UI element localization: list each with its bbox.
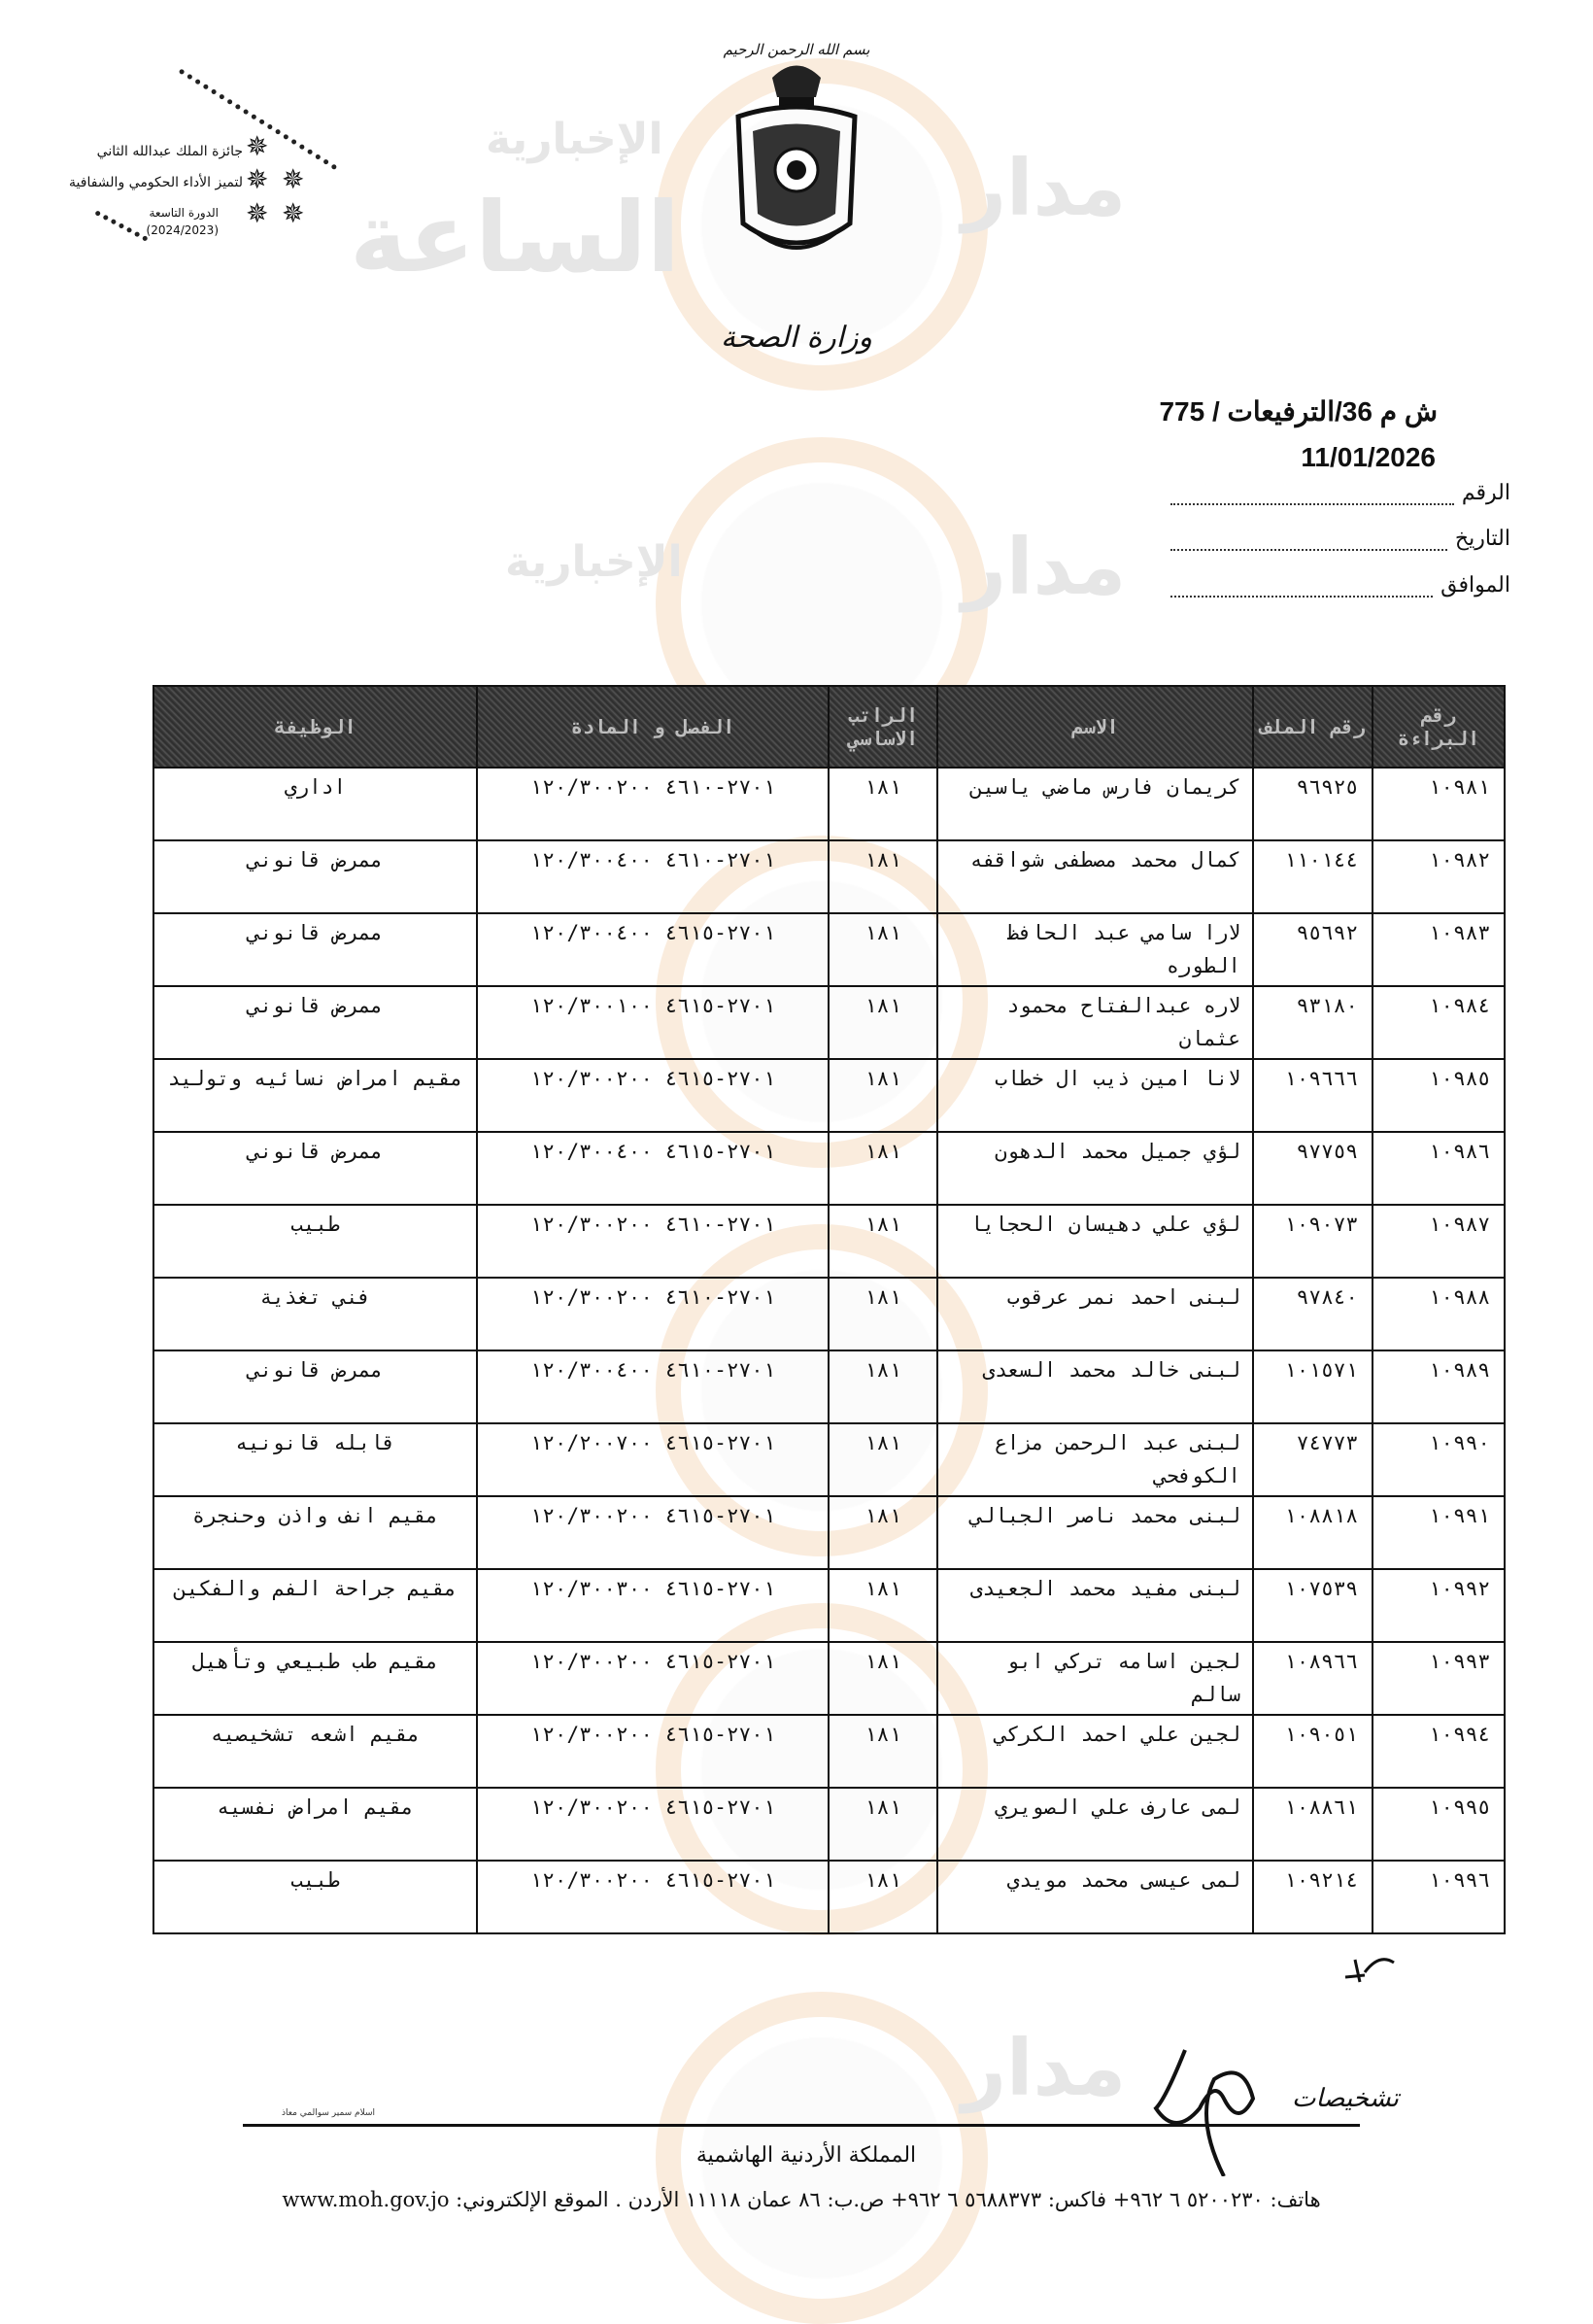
small-note: اسلام سمير سوالمي معاذ [282,2108,376,2118]
star-icon: ✵ [282,197,305,229]
job-cell: ممرض قانوني [153,1132,477,1205]
table-row [153,1788,1505,1861]
promotions-table [153,685,1506,1934]
table-row [153,913,1505,986]
file-number-cell: ١٠٨٨١٨ [1253,1496,1373,1569]
section-article-cell: ٢٧٠١-٤٦١٥ ١٢٠/٣٠٠٢٠٠ [477,1715,829,1788]
name-cell: لبنى احمد نمر عرقوب [937,1278,1253,1350]
job-cell: ممرض قانوني [153,1350,477,1423]
cert-number-cell: ١٠٩٨١ [1373,768,1505,840]
name-cell: لؤي جميل محمد الدهون [937,1132,1253,1205]
footer-divider [243,2124,1360,2127]
table-row [153,1132,1505,1205]
job-cell: طبيب [153,1861,477,1933]
file-number-cell: ١٠١٥٧١ [1253,1350,1373,1423]
salary-cell: ١٨١ [829,1205,937,1278]
header-job: الوظيفة [153,686,477,768]
file-number-cell: ٩٧٧٥٩ [1253,1132,1373,1205]
watermark-text: مدار [962,2023,1127,2113]
file-number-cell: ٩٦٩٢٥ [1253,768,1373,840]
reference-number: ش م 36/الترفيعات / 775 [1159,396,1438,427]
cert-number-cell: ١٠٩٨٢ [1373,840,1505,913]
name-cell: لمى عارف علي الصويري [937,1788,1253,1861]
salary-cell: ١٨١ [829,986,937,1059]
header-file-number: رقم الملف [1253,686,1373,768]
job-cell: ممرض قانوني [153,986,477,1059]
salary-cell: ١٨١ [829,1788,937,1861]
section-article-cell: ٢٧٠١-٤٦١٥ ١٢٠/٣٠٠٢٠٠ [477,1496,829,1569]
job-cell: فني تغذية [153,1278,477,1350]
header-section-article: الفصل و المادة [477,686,829,768]
file-number-cell: ١٠٩٠٧٣ [1253,1205,1373,1278]
watermark-text: مدار [962,522,1127,612]
corresponding-label: الموافق [1440,572,1510,597]
cert-number-cell: ١٠٩٩٣ [1373,1642,1505,1715]
file-number-cell: ٩٣١٨٠ [1253,986,1373,1059]
name-cell: لانا امين ذيب ال خطاب [937,1059,1253,1132]
job-cell: مقيم انف واذن وحنجرة [153,1496,477,1569]
table-header-row [153,686,1505,768]
file-number-cell: ١١٠١٤٤ [1253,840,1373,913]
section-article-cell: ٢٧٠١-٤٦١٥ ١٢٠/٣٠٠٢٠٠ [477,1642,829,1715]
star-icon: ✵ [282,163,305,195]
cert-number-cell: ١٠٩٩٢ [1373,1569,1505,1642]
job-cell: طبيب [153,1205,477,1278]
cert-number-cell: ١٠٩٩٦ [1373,1861,1505,1933]
table-row [153,1205,1505,1278]
award-stamp [69,58,335,253]
header-name: الاسم [937,686,1253,768]
section-article-cell: ٢٧٠١-٤٦١٥ ١٢٠/٣٠٠٤٠٠ [477,913,829,986]
award-line: جائزة الملك عبدالله الثاني [96,144,243,159]
handwritten-initial [1340,1948,1399,1987]
file-number-cell: ١٠٨٨٦١ [1253,1788,1373,1861]
cert-number-cell: ١٠٩٨٧ [1373,1205,1505,1278]
name-cell: لبنى محمد ناصر الجبالي [937,1496,1253,1569]
job-cell: مقيم طب طبيعي وتأهيل [153,1642,477,1715]
dotted-line [1170,531,1447,551]
header-cert-number: رقم البراءة [1373,686,1505,768]
section-article-cell: ٢٧٠١-٤٦١٥ ١٢٠/٣٠٠٣٠٠ [477,1569,829,1642]
name-cell: لبنى خالد محمد السعدى [937,1350,1253,1423]
contact-info: هاتف: ٥٢٠٠٢٣٠ ٦ ٩٦٢+ فاكس: ٥٦٨٨٣٧٣ ٦ ٩٦٢+ ص.ب: ٨٦ عمان ١١١١٨ الأردن . الموقع الإلكتروني: www.moh.gov.jo [282,2188,1321,2211]
section-article-cell: ٢٧٠١-٤٦١٥ ١٢٠/٣٠٠٤٠٠ [477,1132,829,1205]
cert-number-cell: ١٠٩٩٥ [1373,1788,1505,1861]
section-article-cell: ٢٧٠١-٤٦١٥ ١٢٠/٣٠٠١٠٠ [477,986,829,1059]
job-cell: ممرض قانوني [153,913,477,986]
table-row [153,1715,1505,1788]
number-label: الرقم [1461,480,1510,504]
section-article-cell: ٢٧٠١-٤٦١٠ ١٢٠/٣٠٠٤٠٠ [477,840,829,913]
salary-cell: ١٨١ [829,1715,937,1788]
table-row [153,1059,1505,1132]
document-date: 11/01/2026 [1301,442,1436,472]
cert-number-cell: ١٠٩٩٠ [1373,1423,1505,1496]
job-cell: مقيم اشعه تشخيصيه [153,1715,477,1788]
cert-number-cell: ١٠٩٨٣ [1373,913,1505,986]
watermark-text: الإخبارية [486,115,663,164]
file-number-cell: ٧٤٧٧٣ [1253,1423,1373,1496]
table-row [153,1569,1505,1642]
name-cell: لمى عيسى محمد مويدي [937,1861,1253,1933]
file-number-cell: ٩٧٨٤٠ [1253,1278,1373,1350]
table-row [153,768,1505,840]
name-cell: لبنى مفيد محمد الجعيدى [937,1569,1253,1642]
cert-number-cell: ١٠٩٨٥ [1373,1059,1505,1132]
cert-number-cell: ١٠٩٨٦ [1373,1132,1505,1205]
cert-number-cell: ١٠٩٩١ [1373,1496,1505,1569]
section-article-cell: ٢٧٠١-٤٦١٥ ١٢٠/٣٠٠٢٠٠ [477,1059,829,1132]
salary-cell: ١٨١ [829,768,937,840]
salary-cell: ١٨١ [829,1132,937,1205]
job-cell: مقيم امراض نسائيه وتوليد [153,1059,477,1132]
table-row [153,1350,1505,1423]
name-cell: لجين اسامه تركي ابو سالم [937,1642,1253,1715]
cert-number-cell: ١٠٩٨٤ [1373,986,1505,1059]
table-row [153,840,1505,913]
signature-label: تشخيصات [1292,2084,1400,2113]
name-cell: كريمان فارس ماضي ياسين [937,768,1253,840]
salary-cell: ١٨١ [829,1569,937,1642]
award-line: لتميز الأداء الحكومي والشفافية [69,175,243,190]
table-row [153,1423,1505,1496]
salary-cell: ١٨١ [829,913,937,986]
section-article-cell: ٢٧٠١-٤٦١٥ ١٢٠/٣٠٠٢٠٠ [477,1861,829,1933]
name-cell: لارا سامي عبد الحافظ الطوره [937,913,1253,986]
name-cell: لؤي علي دهيسان الحجايا [937,1205,1253,1278]
basmala: بسم الله الرحمن الرحيم [723,41,870,58]
table-row [153,1496,1505,1569]
salary-cell: ١٨١ [829,840,937,913]
section-article-cell: ٢٧٠١-٤٦١٠ ١٢٠/٣٠٠٤٠٠ [477,1350,829,1423]
salary-cell: ١٨١ [829,1278,937,1350]
section-article-cell: ٢٧٠١-٤٦١٠ ١٢٠/٣٠٠٢٠٠ [477,1205,829,1278]
table-row [153,1861,1505,1933]
salary-cell: ١٨١ [829,1861,937,1933]
file-number-cell: ١٠٩٠٥١ [1253,1715,1373,1788]
salary-cell: ١٨١ [829,1423,937,1496]
file-number-cell: ١٠٧٥٣٩ [1253,1569,1373,1642]
signature [1146,2040,1263,2176]
job-cell: مقيم جراحة الفم والفكين [153,1569,477,1642]
watermark-text: الإخبارية [505,537,683,587]
salary-cell: ١٨١ [829,1642,937,1715]
award-line: الدورة التاسعة [149,206,219,220]
kingdom-name: المملكة الأردنية الهاشمية [695,2143,917,2168]
salary-cell: ١٨١ [829,1059,937,1132]
star-icon: ✵ [246,130,269,162]
header-basic-salary: الراتب الاساسي [829,686,937,768]
cert-number-cell: ١٠٩٩٤ [1373,1715,1505,1788]
award-line: (2024/2023) [146,223,219,237]
section-article-cell: ٢٧٠١-٤٦١٥ ١٢٠/٢٠٠٧٠٠ [477,1423,829,1496]
section-article-cell: ٢٧٠١-٤٦١٠ ١٢٠/٣٠٠٢٠٠ [477,1278,829,1350]
watermark-text: الساعة [350,181,681,294]
cert-number-cell: ١٠٩٨٩ [1373,1350,1505,1423]
file-number-cell: ١٠٨٩٦٦ [1253,1642,1373,1715]
name-cell: لاره عبدالفتاح محمود عثمان [937,986,1253,1059]
job-cell: قابله قانونيه [153,1423,477,1496]
section-article-cell: ٢٧٠١-٤٦١٥ ١٢٠/٣٠٠٢٠٠ [477,1788,829,1861]
date-field [1170,526,1510,551]
date-label: التاريخ [1454,526,1510,550]
job-cell: ممرض قانوني [153,840,477,913]
cert-number-cell: ١٠٩٨٨ [1373,1278,1505,1350]
name-cell: لجين علي احمد الكركي [937,1715,1253,1788]
salary-cell: ١٨١ [829,1496,937,1569]
number-field [1170,480,1510,505]
dotted-line [1170,486,1454,505]
name-cell: لبنى عبد الرحمن مزاع الكوفحي [937,1423,1253,1496]
file-number-cell: ١٠٩٦٦٦ [1253,1059,1373,1132]
file-number-cell: ١٠٩٢١٤ [1253,1861,1373,1933]
file-number-cell: ٩٥٦٩٢ [1253,913,1373,986]
corresponding-field [1170,572,1510,598]
table-row [153,1278,1505,1350]
job-cell: مقيم امراض نفسيه [153,1788,477,1861]
section-article-cell: ٢٧٠١-٤٦١٠ ١٢٠/٣٠٠٢٠٠ [477,768,829,840]
salary-cell: ١٨١ [829,1350,937,1423]
star-icon: ✵ [246,197,269,229]
table-row [153,986,1505,1059]
star-icon: ✵ [246,163,269,195]
job-cell: اداري [153,768,477,840]
watermark-text: مدار [962,143,1127,233]
name-cell: كمال محمد مصطفى شواقفه [937,840,1253,913]
dotted-line [1170,578,1433,598]
table-row [153,1642,1505,1715]
ministry-name: وزارة الصحة [721,321,872,355]
jordan-coat-of-arms-logo [719,39,874,330]
